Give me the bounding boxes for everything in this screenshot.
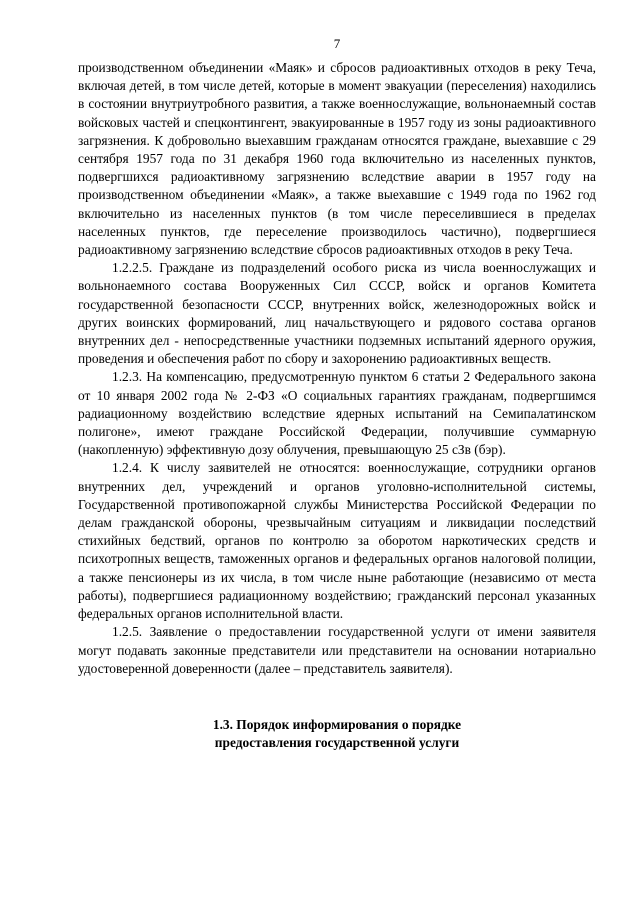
paragraph-continuation: производственном объединении «Маяк» и сбросов радиоактивных отходов в реку Теча, включая детей, в том числе детей, которые в момент эвакуации (переселения) находились в состоянии внутриутробного развития, а также военнослужащие, вольнонаемный состав войсковых частей и спецконтингент, эвакуированные в 1957 году из зоны радиоактивного загрязнения. К добровольно выехавшим гражданам относятся граждане, выехавшие с 29 сентября 1957 года по 31 декабря 1960 года включительно из населенных пунктов, подвергшихся радиоактивному загрязнению вследствие аварии в 1957 году на производственном объединении «Маяк», а также выехавшие с 1949 года по 1962 год включительно из населенных пунктов (в том числе переселившиеся в пределах населенных пунктов, где переселение производилось частично), подвергшиеся радиоактивному загрязнению вследствие сбросов радиоактивных отходов в реку Теча. [78, 60, 596, 258]
section-heading-line-1: 1.3. Порядок информирования о порядке [212, 716, 462, 732]
page-number: 7 [333, 36, 341, 51]
paragraph-1-2-4: 1.2.4. К числу заявителей не относятся: военнослужащие, сотрудники органов внутренних дел, учреждений и органов уголовно-исполнительной системы, Государственной противопожарной службы Министерства Российской Федерации по делам гражданской обороны, чрезвычайным ситуациям и ликвидации последствий стихийных бедствий, органов по контролю за оборотом наркотических средств и психотропных веществ, таможенных органов и федеральных органов налоговой полиции, а также пенсионеры из их числа, в том числе ныне работающие (независимо от места работы), подвергшиеся радиационному воздействию; гражданский персонал указанных федеральных органов исполнительной власти. [78, 460, 596, 622]
paragraph-1-2-5: 1.2.5. Заявление о предоставлении государственной услуги от имени заявителя могут подавать законные представители или представители на основании нотариально удостоверенной доверенности (далее – представитель заявителя). [78, 624, 596, 676]
section-heading [78, 716, 596, 753]
paragraph-1-2-2-5: 1.2.2.5. Граждане из подразделений особого риска из числа военнослужащих и вольнонаемного состава Вооруженных Сил СССР, войск и органов Комитета государственной безопасности СССР, внутренних войск, железнодорожных войск и других воинских формирований, лиц начальствующего и рядового состава органов внутренних дел - непосредственные участники подземных испытаний ядерного оружия, проведения и обеспечения работ по сбору и захоронению радиоактивных веществ. [78, 260, 596, 367]
document-page [78, 36, 596, 753]
section-heading-line-2: предоставления государственной услуги [214, 735, 460, 751]
paragraph-1-2-3: 1.2.3. На компенсацию, предусмотренную пунктом 6 статьи 2 Федерального закона от 10 января 2002 года № 2-ФЗ «О социальных гарантиях гражданам, подвергшимся радиационному воздействию вследствие ядерных испытаний на Семипалатинском полигоне», имеют граждане Российской Федерации, получившие суммарную (накопленную) эффективную дозу облучения, превышающую 25 сЗв (бэр). [78, 369, 596, 458]
